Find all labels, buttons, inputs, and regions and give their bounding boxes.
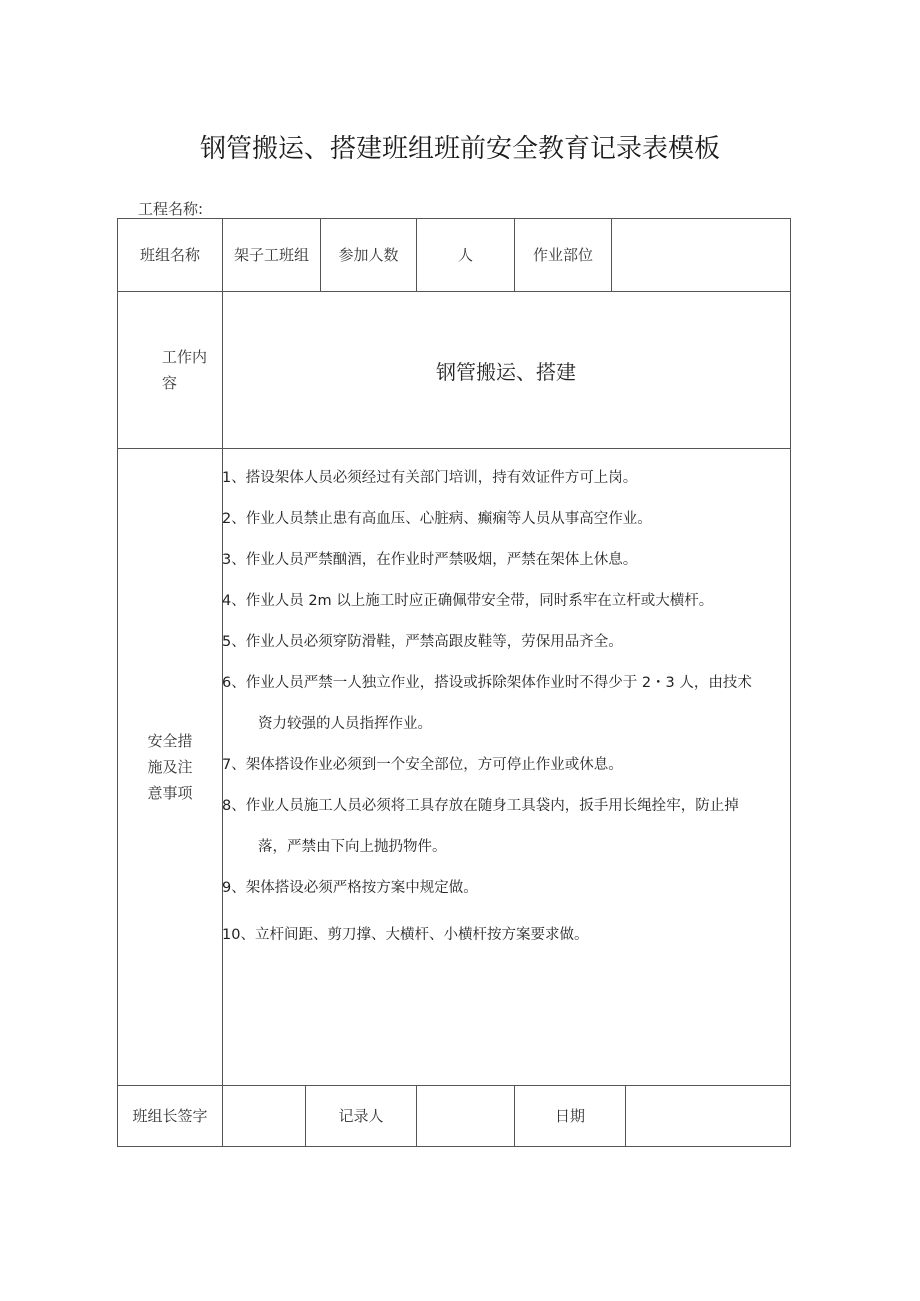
- safety-rule-text: 1、搭设架体人员必须经过有关部门培训，持有效证件方可上岗。: [222, 470, 638, 486]
- safety-rule: [222, 915, 782, 956]
- work-content-label: [118, 292, 222, 448]
- work-location-value[interactable]: [612, 219, 790, 291]
- safety-rule: [222, 458, 782, 499]
- safety-measures-label: [118, 449, 222, 1085]
- participants-unit[interactable]: 人: [457, 245, 473, 264]
- safety-rule: [222, 745, 782, 786]
- safety-rule: [222, 868, 782, 909]
- work-content-label-line2: 容: [162, 374, 178, 392]
- safety-rule-text: 8、作业人员施工人员必须将工具存放在随身工具袋内，扳手用长绳拴牢，防止掉: [222, 798, 739, 814]
- page-title: 钢管搬运、搭建班组班前安全教育记录表模板: [199, 134, 720, 164]
- safety-rule-text: 4、作业人员 2m 以上施工时应正确佩带安全带，同时系牢在立杆或大横杆。: [222, 593, 714, 609]
- table-border-bottom: [117, 1146, 791, 1147]
- safety-rule: [222, 622, 782, 663]
- leader-sign-value[interactable]: [223, 1086, 305, 1146]
- safety-rule-continuation: 落，严禁由下向上抛扔物件。: [258, 839, 447, 855]
- safety-label-line1: 安全措: [147, 731, 193, 750]
- safety-rule-continuation: 资力较强的人员指挥作业。: [258, 716, 432, 732]
- project-name-label: 工程名称:: [138, 200, 204, 218]
- work-location-label: 作业部位: [532, 245, 593, 264]
- date-value[interactable]: [626, 1086, 790, 1146]
- work-content-label-line1: 工作内: [162, 347, 208, 366]
- safety-measures-list: [222, 458, 782, 956]
- safety-rule-text: 9、架体搭设必须严格按方案中规定做。: [222, 880, 478, 896]
- safety-rule: [222, 663, 782, 745]
- safety-rule-text: 2、作业人员禁止患有高血压、心脏病、癫痫等人员从事高空作业。: [222, 511, 652, 527]
- team-name-value[interactable]: 架子工班组: [233, 245, 309, 264]
- work-content-value[interactable]: 钢管搬运、搭建: [436, 359, 576, 384]
- safety-rule: [222, 540, 782, 581]
- table-border-right: [790, 218, 791, 1147]
- safety-rule-text: 5、作业人员必须穿防滑鞋，严禁高跟皮鞋等，劳保用品齐全。: [222, 634, 623, 650]
- recorder-value[interactable]: [417, 1086, 514, 1146]
- safety-rule-text: 3、作业人员严禁酗酒，在作业时严禁吸烟，严禁在架体上休息。: [222, 552, 638, 568]
- safety-label-line3: 意事项: [147, 784, 193, 803]
- team-name-label: 班组名称: [139, 245, 200, 264]
- safety-rule: [222, 581, 782, 622]
- safety-rule-text: 7、架体搭设作业必须到一个安全部位，方可停止作业或休息。: [222, 757, 623, 773]
- recorder-label: 记录人: [338, 1106, 384, 1125]
- safety-rule: [222, 786, 782, 868]
- safety-rule-text: 6、作业人员严禁一人独立作业，搭设或拆除架体作业时不得少于 2・3 人，由技术: [222, 675, 752, 691]
- leader-sign-label: 班组长签字: [132, 1106, 208, 1125]
- safety-label-line2: 施及注: [147, 757, 193, 776]
- participants-label: 参加人数: [338, 245, 399, 264]
- safety-rule-text: 10、立杆间距、剪刀撑、大横杆、小横杆按方案要求做。: [222, 927, 589, 943]
- safety-rule: [222, 499, 782, 540]
- date-label: 日期: [554, 1106, 585, 1125]
